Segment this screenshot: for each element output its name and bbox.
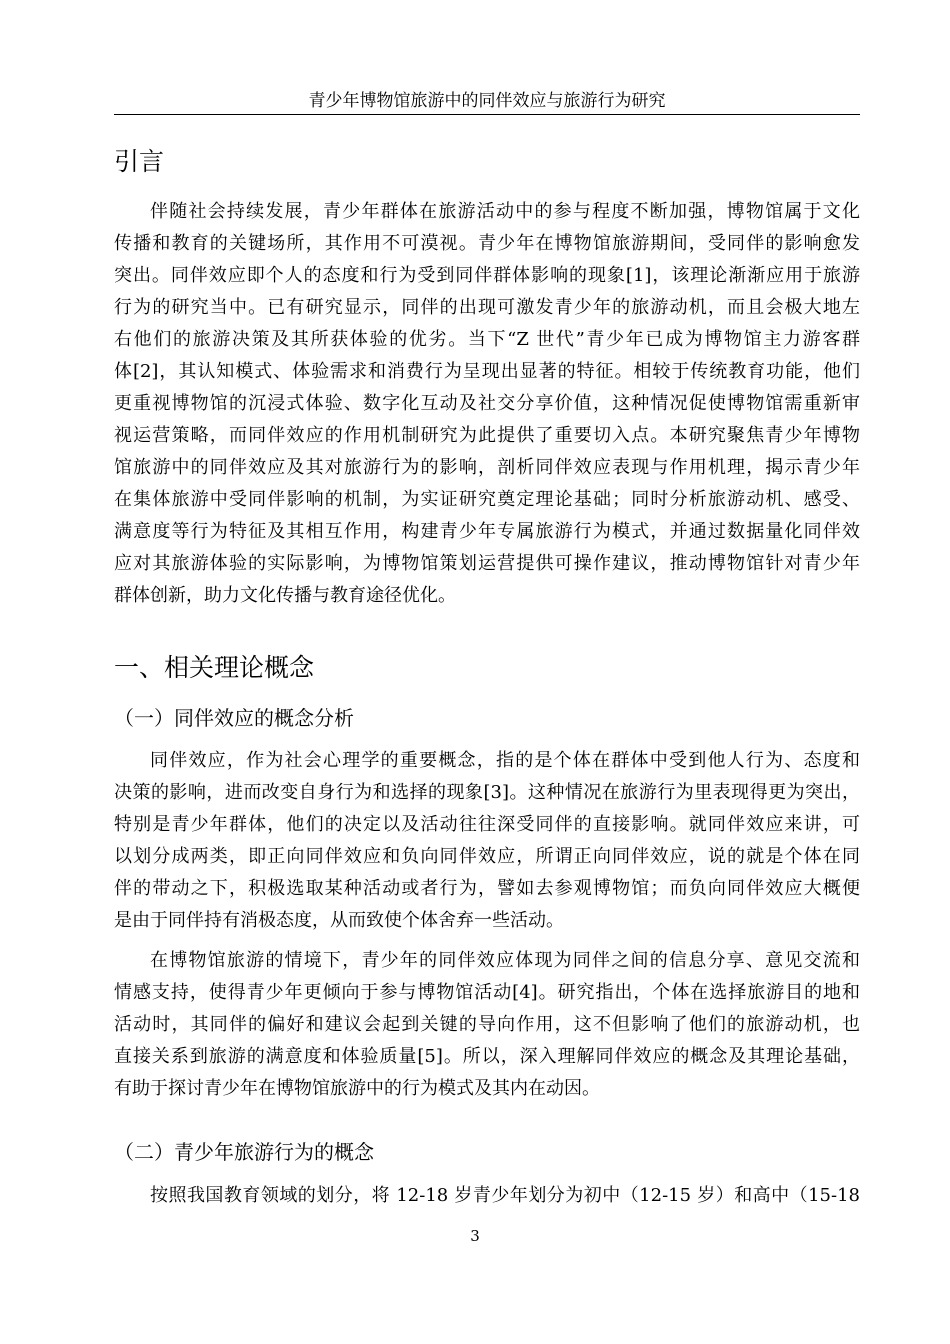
paragraph-line: 直接关系到旅游的满意度和体验质量[5]。所以，深入理解同伴效应的概念及其理论基础， (114, 1046, 860, 1067)
heading-section-1: （一）同伴效应的概念分析 (114, 706, 354, 730)
paragraph-line: 伴随社会持续发展，青少年群体在旅游活动中的参与程度不断加强，博物馆属于文化 (150, 201, 860, 222)
page-number: 3 (470, 1227, 480, 1245)
paragraph-line: 同伴效应，作为社会心理学的重要概念，指的是个体在群体中受到他人行为、态度和 (150, 750, 860, 771)
paragraph-line: 有助于探讨青少年在博物馆旅游中的行为模式及其内在动因。 (114, 1078, 600, 1099)
paragraph-line: 右他们的旅游决策及其所获体验的优劣。当下“Z 世代”青少年已成为博物馆主力游客群 (114, 329, 860, 350)
paragraph-line: 是由于同伴持有消极态度，从而致使个体舍弃一些活动。 (114, 910, 564, 931)
paragraph-line: 行为的研究当中。已有研究显示，同伴的出现可激发青少年的旅游动机，而且会极大地左 (114, 297, 860, 318)
section-1-paragraph-1 (114, 745, 860, 937)
paragraph-line: 突出。同伴效应即个人的态度和行为受到同伴群体影响的现象[1]，该理论渐渐应用于旅游 (114, 265, 860, 286)
paragraph-line: 按照我国教育领域的划分，将 12-18 岁青少年划分为初中（12-15 岁）和高中（15-18 (150, 1185, 860, 1206)
paragraph-line: 活动时，其同伴的偏好和建议会起到关键的导向作用，这不但影响了他们的旅游动机，也 (114, 1014, 860, 1035)
heading-chapter-1: 一、相关理论概念 (114, 653, 315, 682)
paragraph-line: 更重视博物馆的沉浸式体验、数字化互动及社交分享价值，这种情况促使博物馆需重新审 (114, 393, 860, 414)
paragraph-line: 决策的影响，进而改变自身行为和选择的现象[3]。这种情况在旅游行为里表现得更为突出， (114, 782, 860, 803)
paragraph-line: 馆旅游中的同伴效应及其对旅游行为的影响，剖析同伴效应表现与作用机理，揭示青少年 (114, 457, 860, 478)
intro-paragraph (114, 196, 860, 612)
heading-introduction: 引言 (114, 147, 165, 176)
paragraph-line: 情感支持，使得青少年更倾向于参与博物馆活动[4]。研究指出，个体在选择旅游目的地和 (114, 982, 860, 1003)
paragraph-line: 传播和教育的关键场所，其作用不可漠视。青少年在博物馆旅游期间，受同伴的影响愈发 (114, 233, 860, 254)
section-1-paragraph-2 (114, 945, 860, 1105)
paragraph-line: 应对其旅游体验的实际影响，为博物馆策划运营提供可操作建议，推动博物馆针对青少年 (114, 553, 860, 574)
paragraph-line: 在集体旅游中受同伴影响的机制，为实证研究奠定理论基础；同时分析旅游动机、感受、 (114, 489, 860, 510)
paragraph-line: 群体创新，助力文化传播与教育途径优化。 (114, 585, 456, 606)
heading-section-2: （二）青少年旅游行为的概念 (114, 1140, 374, 1164)
paragraph-line: 视运营策略，而同伴效应的作用机制研究为此提供了重要切入点。本研究聚焦青少年博物 (114, 425, 860, 446)
paragraph-line: 体[2]，其认知模式、体验需求和消费行为呈现出显著的特征。相较于传统教育功能，他们 (114, 361, 860, 382)
running-header: 青少年博物馆旅游中的同伴效应与旅游行为研究 (308, 91, 666, 111)
header-rule (114, 114, 860, 115)
paragraph-line: 满意度等行为特征及其相互作用，构建青少年专属旅游行为模式，并通过数据量化同伴效 (114, 521, 860, 542)
paragraph-line: 以划分成两类，即正向同伴效应和负向同伴效应，所谓正向同伴效应，说的就是个体在同 (114, 846, 860, 867)
paragraph-line: 伴的带动之下，积极选取某种活动或者行为，譬如去参观博物馆；而负向同伴效应大概便 (114, 878, 860, 899)
section-2-paragraph-1 (114, 1180, 860, 1212)
paragraph-line: 特别是青少年群体，他们的决定以及活动往往深受同伴的直接影响。就同伴效应来讲，可 (114, 814, 860, 835)
paragraph-line: 在博物馆旅游的情境下，青少年的同伴效应体现为同伴之间的信息分享、意见交流和 (150, 950, 860, 971)
